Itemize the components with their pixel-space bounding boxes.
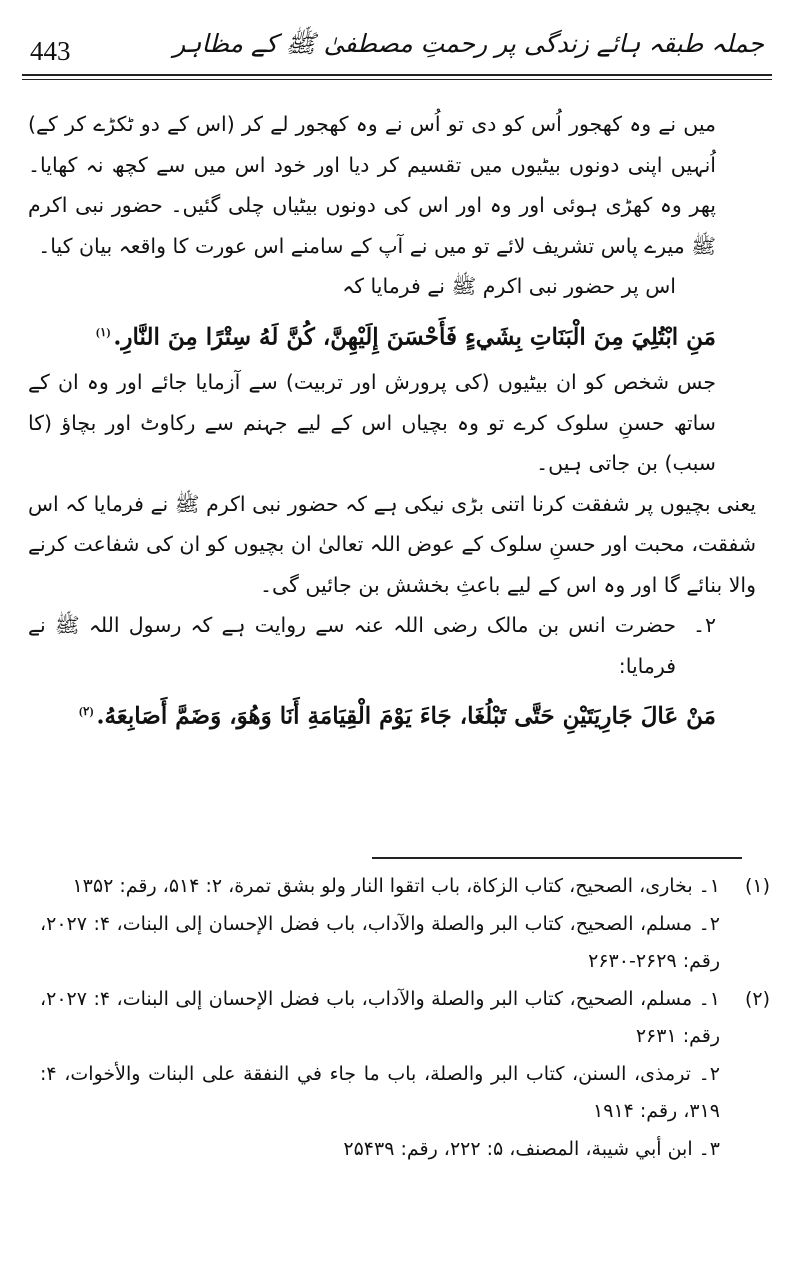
- hadith-arabic-1-text: مَنِ ابْتُلِيَ مِنَ الْبَنَاتِ بِشَيءٍ فَأَحْسَنَ إِلَيْهِنَّ، كُنَّ لَهُ سِتْرًا مِنَ النَّارِ.: [113, 323, 716, 351]
- paragraph-commentary: یعنی بچیوں پر شفقت کرنا اتنی بڑی نیکی ہے کہ حضور نبی اکرم ﷺ نے فرمایا کہ اس شفقت، محبت اور حسنِ سلوک کے عوض اللہ تعالیٰ ان بچیوں کو ان کی شفاعت کرنے والا بنائے گا اور وہ اس کے لیے باعثِ بخشش بن جائیں گی۔: [28, 491, 756, 597]
- footnote-entry: ۱۔ مسلم، الصحیح، كتاب البر والصلة والآداب، باب فضل الإحسان إلى البنات، ۴: ۲۰۲۷، رقم: ۲۶۳۱: [40, 987, 720, 1047]
- running-title: جملہ طبقہ ہائے زندگی پر رحمتِ مصطفیٰ ﷺ کے مظاہر: [173, 29, 764, 58]
- footnote-entry: ۲۔ مسلم، الصحیح، كتاب البر والصلة والآداب، باب فضل الإحسان إلى البنات، ۴: ۲۰۲۷، رقم: ۲۶۲۹-۲۶۳۰: [40, 912, 720, 972]
- header-rule-thin: [22, 79, 772, 80]
- hadith-item-2: [28, 605, 756, 686]
- hadith-arabic-2-text: مَنْ عَالَ جَارِيَتَيْنِ حَتَّى تَبْلُغَا، جَاءَ يَوْمَ الْقِيَامَةِ أَنَا وَهُوَ، وَضَمَّ أَصَابِعَهُ.: [96, 702, 716, 730]
- footnote-ref-1: (۱): [95, 324, 111, 339]
- hadith-arabic-1: [28, 311, 756, 359]
- footnote-label: (۲): [744, 987, 770, 1010]
- hadith-arabic-2: [28, 690, 756, 738]
- footnote-label: (۱): [744, 875, 770, 897]
- paragraph-intro: اس پر حضور نبی اکرم ﷺ نے فرمایا کہ: [342, 274, 676, 298]
- footnote-separator: [372, 857, 742, 859]
- hadith-translation-1: جس شخص کو ان بیٹیوں (کی پرورش اور تربیت) سے آزمایا جائے اور وہ ان کے ساتھ حسنِ سلوک کرے تو وہ بچیاں اس کے لیے جہنم سے رکاوٹ اور بچاؤ (کا سبب) بن جاتی ہیں۔: [28, 370, 716, 476]
- page-number: 443: [30, 36, 71, 66]
- paragraph-narration: میں نے وہ کھجور اُس کو دی تو اُس نے وہ کھجور لے کر (اس کے دو ٹکڑے کر کے) اُنہیں اپنی دونوں بیٹیوں میں تقسیم کر دیا اور خود اس میں سے کچھ نہ کھایا۔ پھر وہ کھڑی ہوئی اور وہ اور اس کی دونوں بیٹیاں چلی گئیں۔ حضور نبی اکرم ﷺ میرے پاس تشریف لائے تو میں نے آپ کے سامنے اس عورت کا واقعہ بیان کیا۔: [28, 112, 716, 258]
- footnote-ref-2: (۲): [79, 704, 94, 719]
- footnote-entry: ۲۔ ترمذی، السنن، كتاب البر والصلة، باب ما جاء في النفقة على البنات والأخوات، ۴: ۳۱۹، رقم: ۱۹۱۴: [40, 1062, 720, 1122]
- item-text: حضرت انس بن مالک رضی اللہ عنہ سے روایت ہے کہ رسول اللہ ﷺ نے فرمایا:: [28, 613, 676, 678]
- item-number: ۲۔: [692, 613, 716, 638]
- footnote-entry: ۳۔ ابن أبي شيبة، المصنف، ۵: ۲۲۲، رقم: ۲۵۴۳۹: [343, 1137, 720, 1160]
- body-text: [28, 104, 756, 742]
- header-rule: [22, 74, 772, 76]
- footnote-2: [40, 981, 770, 1169]
- footnote-1: [40, 868, 770, 981]
- page-header: [22, 18, 772, 76]
- footnotes: [40, 868, 770, 1168]
- footnote-entry: ۱۔ بخاری، الصحیح، كتاب الزكاة، باب اتقوا النار ولو بشق تمرة، ۲: ۵۱۴، رقم: ۱۳۵۲: [72, 875, 720, 897]
